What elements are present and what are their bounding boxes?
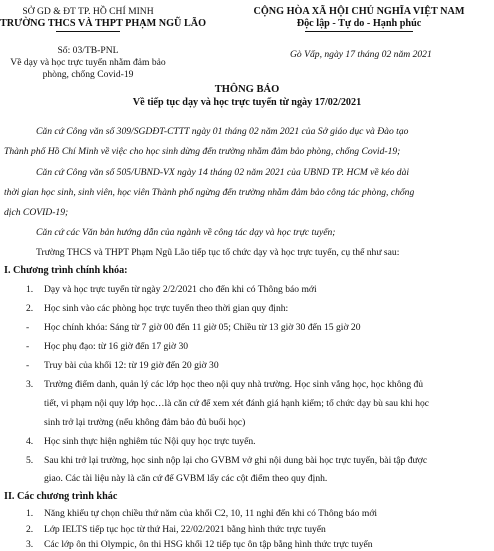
item-text: Năng khiếu tự chọn chiều thứ năm của khối C2, 10, 11 nghỉ đến khi có Thông báo mới — [44, 508, 378, 519]
document-subject-line-1: Về dạy và học trực tuyến nhằm đảm bảo — [10, 57, 166, 68]
basis-line: dịch COVID-19; — [4, 207, 69, 218]
document-title: THÔNG BÁO — [214, 84, 280, 95]
item-text: Lớp IELTS tiếp tục học từ thứ Hai, 22/02/2021 bằng hình thức trực tuyến — [44, 524, 326, 535]
intro-text: Trường THCS và THPT Phạm Ngũ Lão tiếp tục tổ chức dạy và học trực tuyến, cụ thể như sau: — [36, 247, 400, 258]
motto: Độc lập - Tự do - Hạnh phúc — [296, 18, 422, 29]
item-text: Trường điểm danh, quản lý các lớp học theo nội quy nhà trường. Học sinh vắng học, học không đủ — [44, 379, 424, 390]
item-number: 5. — [26, 455, 34, 466]
basis-line: Căn cứ Công văn số 309/SGDĐT-CTTT ngày 01 tháng 02 năm 2021 của Sở giáo dục và Đào tạo — [36, 126, 409, 137]
list-item — [26, 303, 288, 315]
country-name: CỘNG HÒA XÃ HỘI CHỦ NGHĨA VIỆT NAM — [253, 6, 465, 17]
list-item — [26, 436, 256, 448]
item-number: 4. — [26, 436, 34, 447]
item-number: - — [26, 341, 30, 352]
list-item — [26, 284, 317, 296]
basis-line: Thành phố Hồ Chí Minh về việc cho học sinh dừng đến trường nhằm đảm bảo phòng, chống Covid-19; — [4, 146, 401, 157]
item-number: - — [26, 322, 30, 333]
section-2-heading: II. Các chương trình khác — [4, 491, 118, 502]
place-date: Gò Vấp, ngày 17 tháng 02 năm 2021 — [290, 49, 432, 60]
item-number: 3. — [26, 539, 34, 550]
list-item — [26, 341, 188, 353]
item-text: Học sinh vào các phòng học trực tuyến theo thời gian quy định: — [44, 303, 289, 314]
list-item — [26, 360, 219, 372]
department-name: SỞ GD & ĐT TP. HỒ CHÍ MINH — [22, 6, 154, 17]
basis-line: Căn cứ các Văn bản hướng dẫn của ngành về công tác dạy và học trực tuyến; — [36, 227, 336, 238]
item-number: 1. — [26, 508, 34, 519]
school-underline — [56, 31, 120, 32]
motto-underline — [305, 31, 413, 32]
document-subtitle: Về tiếp tục dạy và học trực tuyến từ ngày 17/02/2021 — [132, 97, 362, 108]
item-number: 2. — [26, 303, 34, 314]
item-text: Học phụ đạo: từ 16 giờ đến 17 giờ 30 — [44, 341, 189, 352]
item-text: Sau khi trở lại trường, học sinh nộp lại cho GVBM vở ghi nội dung bài học trực tuyến, bài tập được — [44, 455, 428, 466]
list-item — [26, 379, 423, 391]
list-item — [26, 524, 326, 536]
document-number: Số: 03/TB-PNL — [57, 45, 119, 56]
list-item — [26, 322, 361, 334]
basis-line: Căn cứ Công văn số 505/UBND-VX ngày 14 tháng 02 năm 2021 của UBND TP. HCM về kéo dài — [36, 167, 410, 178]
list-item — [26, 455, 427, 467]
item-text: Học sinh thực hiện nghiêm túc Nội quy học trực tuyến. — [44, 436, 256, 447]
document-subject-line-2: phòng, chống Covid-19 — [42, 69, 134, 80]
item-number: - — [26, 360, 30, 371]
list-item-continuation: tiết, vi phạm nội quy lớp học…là căn cứ để xem xét đánh giá hạnh kiểm; tổ chức dạy bù sau khi học — [44, 398, 430, 409]
school-name: TRƯỜNG THCS VÀ THPT PHẠM NGŨ LÃO — [0, 18, 207, 29]
list-item-continuation: sinh trở lại trường (nếu không đảm bảo đủ buổi học) — [44, 417, 246, 428]
item-number: 2. — [26, 524, 34, 535]
item-text: Truy bài của khối 12: từ 19 giờ đến 20 giờ 30 — [44, 360, 219, 371]
item-text: Các lớp ôn thi Olympic, ôn thi HSG khối 12 tiếp tục ôn tập bằng hình thức trực tuyến — [44, 539, 373, 550]
list-item — [26, 508, 377, 520]
item-text: Học chính khóa: Sáng từ 7 giờ 00 đến 11 giờ 05; Chiều từ 13 giờ 30 đến 15 giờ 20 — [44, 322, 361, 333]
item-number: 3. — [26, 379, 34, 390]
item-text: Dạy và học trực tuyến từ ngày 2/2/2021 cho đến khi có Thông báo mới — [44, 284, 317, 295]
list-item — [26, 539, 373, 551]
section-1-heading: I. Chương trình chính khóa: — [4, 265, 128, 276]
basis-line: thời gian học sinh, sinh viên, học viên Thành phố ngừng đến trường nhằm đảm bảo công tác phòng, chống — [4, 187, 415, 198]
list-item-continuation: giao. Các tài liệu này là căn cứ để GVBM lấy các cột điểm theo quy định. — [44, 473, 328, 484]
item-number: 1. — [26, 284, 34, 295]
